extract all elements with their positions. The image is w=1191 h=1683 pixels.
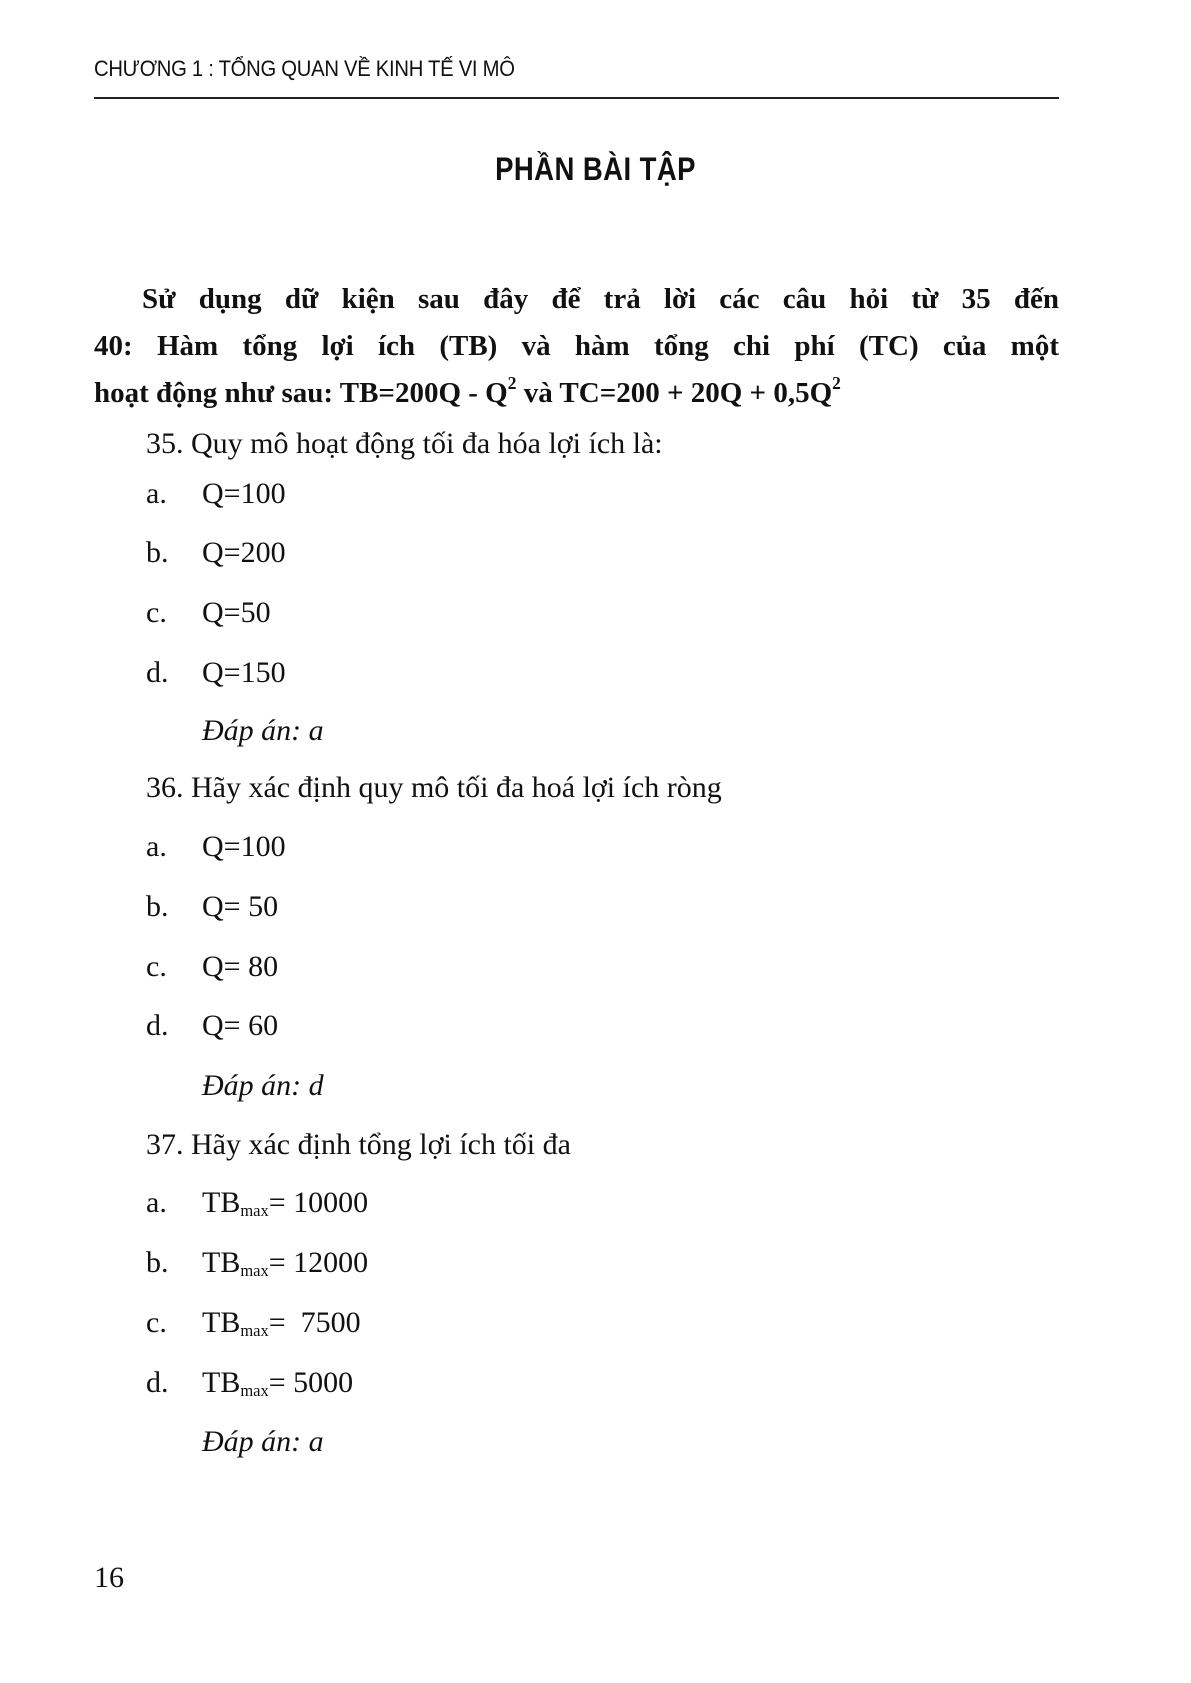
intro-line-1: Sử dụng dữ kiện sau đây để trả lời các câu hỏi từ 35 đến xyxy=(142,283,1059,315)
tb-subscript: max xyxy=(240,1381,269,1401)
option-text: Q=200 xyxy=(202,536,286,569)
option-36c xyxy=(146,949,278,985)
question-35: 35. Quy mô hoạt động tối đa hóa lợi ích là: xyxy=(146,427,663,460)
running-header: CHƯƠNG 1 : TỔNG QUAN VỀ KINH TẾ VI MÔ xyxy=(94,56,515,81)
option-37a xyxy=(146,1185,368,1221)
option-37c xyxy=(146,1305,361,1341)
option-36d xyxy=(146,1008,278,1044)
tb-subscript: max xyxy=(240,1321,269,1341)
option-37b xyxy=(146,1245,368,1281)
option-letter: a. xyxy=(146,830,167,863)
exponent: 2 xyxy=(832,372,841,393)
intro-line-3-prefix: hoạt động như sau: TB=200Q - Q xyxy=(94,377,508,409)
header-rule xyxy=(94,97,1059,99)
option-text: Q= 50 xyxy=(202,890,279,923)
option-text: = 5000 xyxy=(268,1366,354,1399)
page-number: 16 xyxy=(94,1561,124,1594)
option-letter: c. xyxy=(146,950,167,983)
option-letter: a. xyxy=(146,1186,167,1219)
option-35c xyxy=(146,595,271,631)
option-text: = 10000 xyxy=(268,1186,369,1219)
option-36a xyxy=(146,829,286,865)
option-37d xyxy=(146,1365,353,1401)
option-35a xyxy=(146,476,286,512)
option-35b xyxy=(146,535,286,571)
answer-37: Đáp án: a xyxy=(202,1425,324,1458)
intro-paragraph xyxy=(94,276,1059,417)
option-36b xyxy=(146,889,278,925)
section-title: PHẦN BÀI TẬP xyxy=(495,151,696,187)
option-text: Q= 80 xyxy=(202,950,279,983)
option-letter: b. xyxy=(146,1246,169,1279)
option-text: Q= 60 xyxy=(202,1009,279,1042)
option-text: Q=100 xyxy=(202,830,286,863)
tb-label: TB xyxy=(202,1306,241,1339)
option-text: Q=50 xyxy=(202,596,271,629)
option-text: Q=100 xyxy=(202,477,286,510)
option-letter: b. xyxy=(146,890,169,923)
question-37: 37. Hãy xác định tổng lợi ích tối đa xyxy=(146,1128,571,1161)
question-36: 36. Hãy xác định quy mô tối đa hoá lợi ích ròng xyxy=(146,771,722,804)
intro-line-2: 40: Hàm tổng lợi ích (TB) và hàm tổng chi phí (TC) của một xyxy=(94,330,1059,362)
answer-35: Đáp án: a xyxy=(202,714,324,747)
tb-label: TB xyxy=(202,1246,241,1279)
option-letter: a. xyxy=(146,477,167,510)
tb-subscript: max xyxy=(240,1261,269,1281)
option-text: = 12000 xyxy=(268,1246,369,1279)
option-letter: c. xyxy=(146,1306,167,1339)
intro-line-3-middle: và TC=200 + 20Q + 0,5Q xyxy=(516,377,833,409)
option-letter: d. xyxy=(146,656,169,689)
option-35d xyxy=(146,655,286,691)
option-letter: c. xyxy=(146,596,167,629)
option-text: = 7500 xyxy=(268,1306,361,1339)
intro-line-3 xyxy=(94,370,1059,417)
option-letter: d. xyxy=(146,1009,169,1042)
tb-label: TB xyxy=(202,1186,241,1219)
answer-36: Đáp án: d xyxy=(202,1069,324,1102)
tb-subscript: max xyxy=(240,1201,269,1221)
option-letter: d. xyxy=(146,1366,169,1399)
option-text: Q=150 xyxy=(202,656,286,689)
exponent: 2 xyxy=(507,372,517,393)
tb-label: TB xyxy=(202,1366,241,1399)
option-letter: b. xyxy=(146,536,169,569)
